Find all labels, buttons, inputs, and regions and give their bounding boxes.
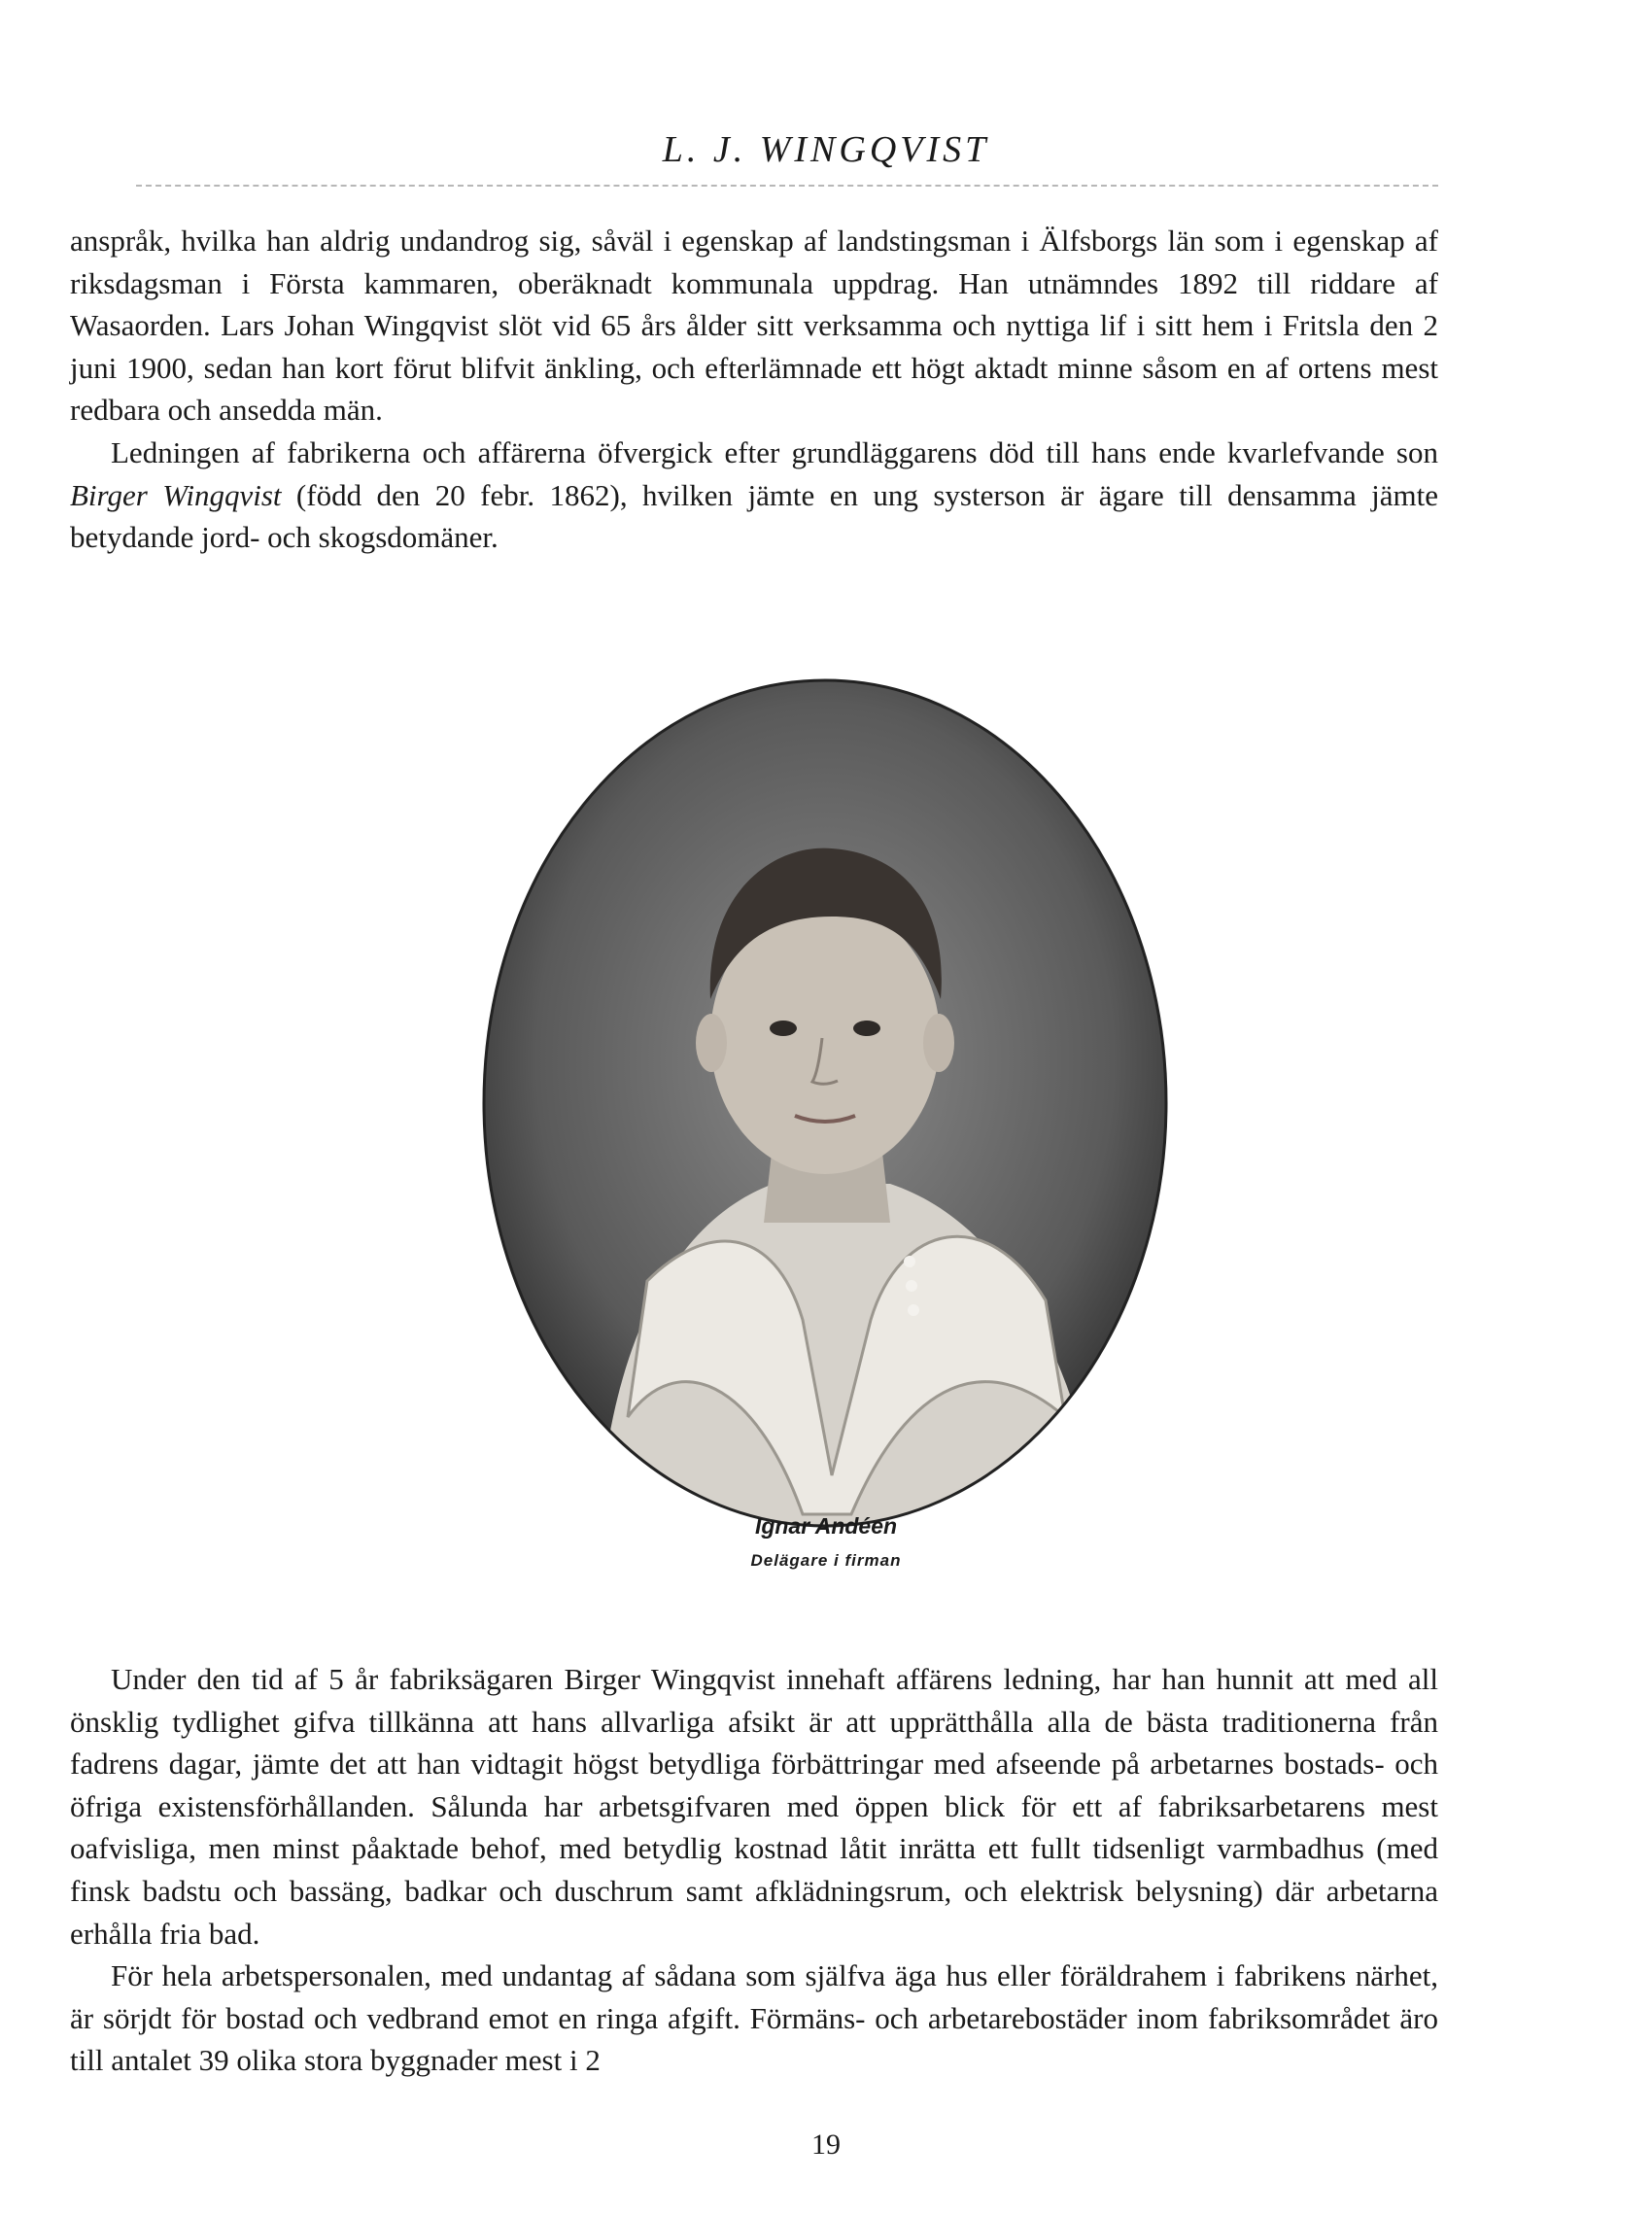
portrait-caption-name: Ignar Andéen [754, 1513, 898, 1539]
portrait-caption-role: Delägare i firman [750, 1551, 902, 1570]
paragraph-3: Under den tid af 5 år fabriksägaren Birger Wingqvist innehaft affärens ledning, har han hunnit att med all önsklig tydlighet gifva tillkänna att hans allvarliga afsikt är att upprätthålla alla de bästa traditionerna från fadrens dagar, jämte det att han vidtagit högst betydliga förbättringar med afseende på arbetarnes bostads- och öfriga existensförhållanden. Sålunda har arbetsgifvaren med öppen blick för ett af fabriksarbetarens mest oafvisliga, men minst påaktade behof, med betydlig kostnad låtit inrätta ett fullt tidsenligt varmbadhus (med finsk badstu och bassäng, badkar och duschrum samt afklädningsrum, och elektrisk belysning) där arbetarna erhålla fria bad. [70, 1662, 1438, 1951]
birger-wingqvist-name: Birger Wingqvist [70, 477, 282, 512]
collar-button-3 [908, 1304, 919, 1316]
left-ear [696, 1014, 727, 1072]
right-eye [853, 1021, 880, 1036]
paragraph-2-text-after: (född den 20 febr. 1862), hvilken jämte en ung systerson är ägare till densamma jämte betydande jord- och skogsdomäner. [70, 477, 1438, 555]
paragraph-2-text-before: Ledningen af fabrikerna och affärerna öfvergick efter grundläggarens död till hans ende kvarlefvande son [111, 434, 1438, 469]
page-number: 19 [811, 2128, 841, 2161]
running-header: L. J. WINGQVIST [662, 129, 990, 170]
collar-button-2 [906, 1280, 917, 1292]
bottom-text-block [70, 1658, 1438, 2082]
paragraph-2 [70, 432, 1438, 559]
top-text-block [70, 220, 1438, 559]
paragraph-1: anspråk, hvilka han aldrig undandrog sig, såväl i egenskap af landstingsman i Älfsborgs län som i egenskap af riksdagsman i Första kammaren, oberäknadt kommunala uppdrag. Han utnämndes 1892 till riddare af Wasaorden. Lars Johan Wingqvist slöt vid 65 års ålder sitt verksamma och nyttiga lif i sitt hem i Fritsla den 2 juni 1900, sedan han kort förut blifvit änkling, och efterlämnade ett högt aktadt minne såsom en af ortens mest redbara och ansedda män. [70, 224, 1438, 428]
header-rule [136, 185, 1438, 187]
right-ear [923, 1014, 954, 1072]
oval-portrait-photograph [482, 678, 1168, 1528]
left-eye [770, 1021, 797, 1036]
collar-button-1 [904, 1256, 915, 1267]
paragraph-4: För hela arbetspersonalen, med undantag af sådana som själfva äga hus eller föräldrahem i fabrikens närhet, är sörjdt för bostad och vedbrand emot en ringa afgift. Förmäns- och arbetarebostäder inom fabriksområdet äro till antalet 39 olika stora byggnader mest i 2 [70, 1958, 1438, 2078]
